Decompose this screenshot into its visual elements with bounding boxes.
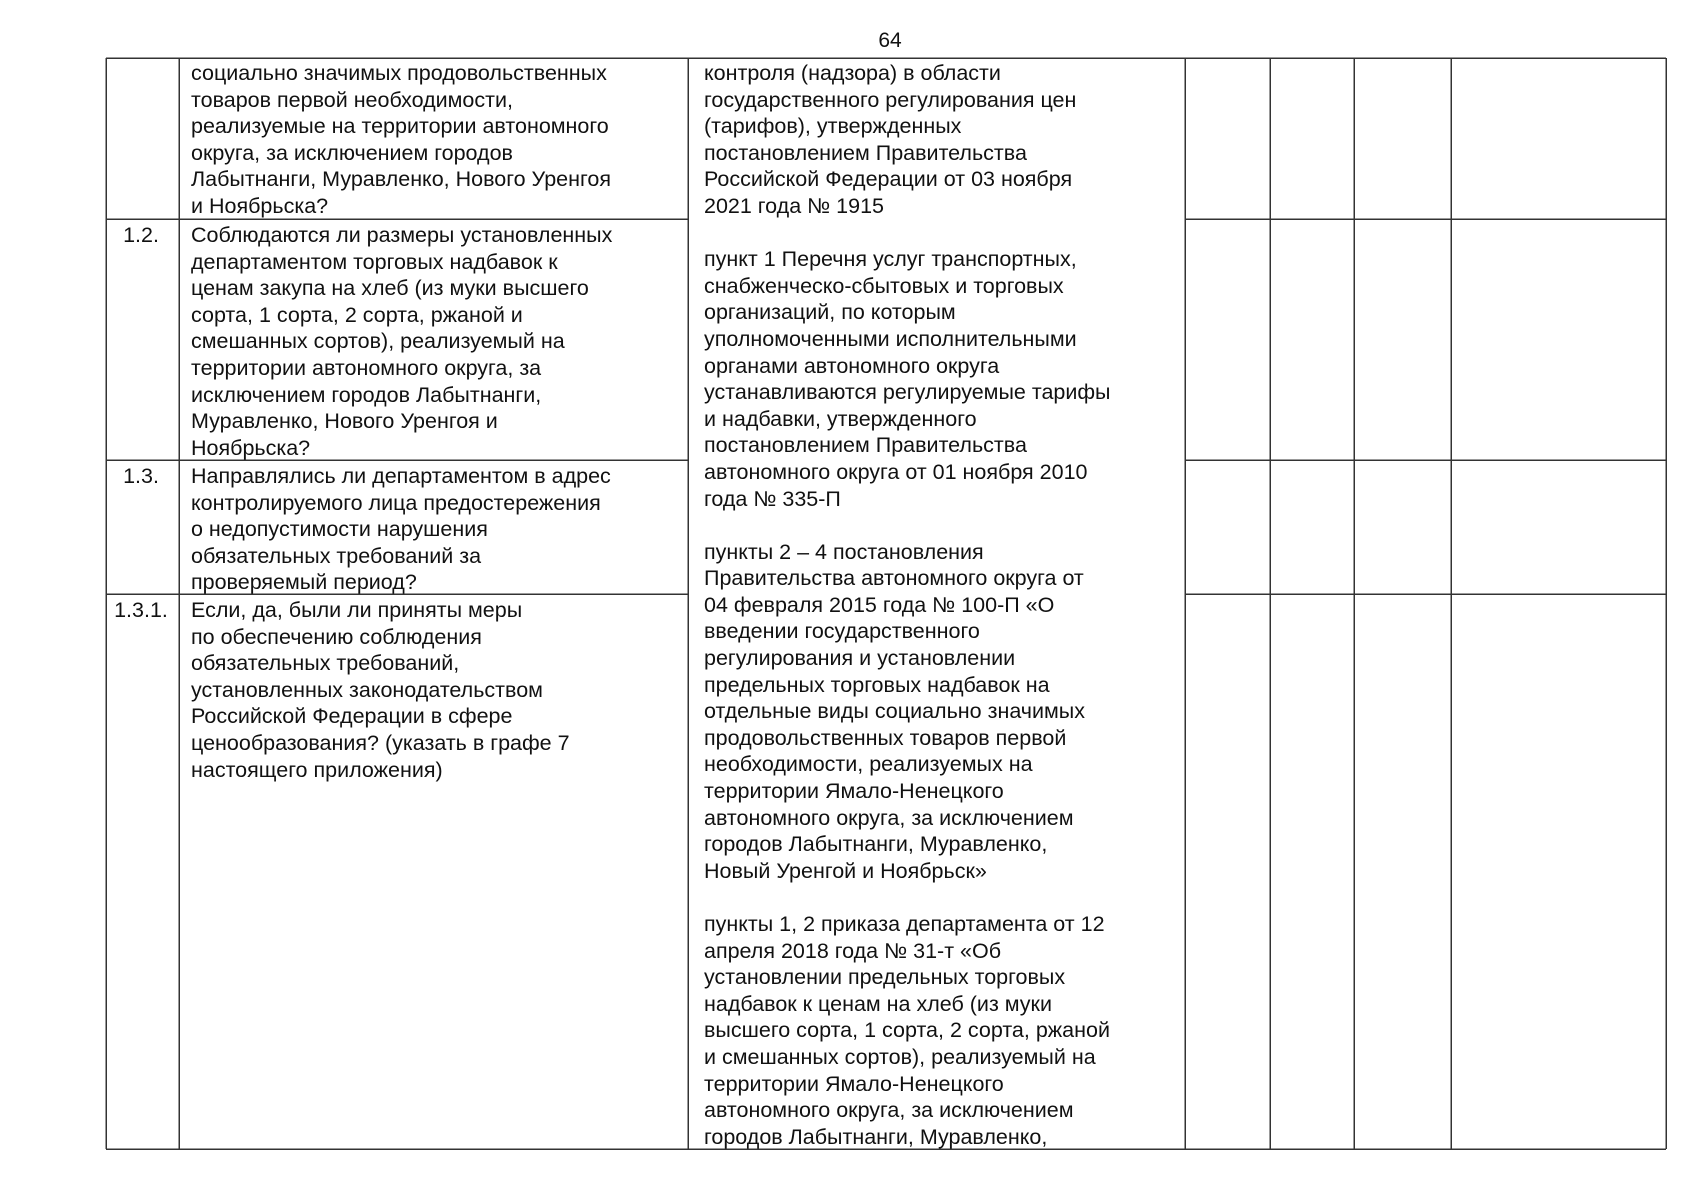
question-text: Соблюдаются ли размеры установленных департаментом торговых надбавок к ценам закупа на хлеб (из муки высшего сорта, 1 сорта, 2 сорта, ржаной и смешанных сортов), реализуемый на территории автономного округа, за исключением городов Лабытнанги, Муравленко, Нового Уренгоя и Ноябрьска? [191, 223, 613, 460]
legal-reference: пункты 1, 2 приказа департамента от 12 апреля 2018 года № 31-т «Об установлении предельных торговых надбавок к ценам на хлеб (из муки высшего сорта, 1 сорта, 2 сорта, ржаной и смешанных сортов), реализуемый на территории Ямало-Ненецкого автономного округа, за исключением городов Лабытнанги, Муравленко, [704, 912, 1110, 1149]
legal-reference: контроля (надзора) в области государственного регулирования цен (тарифов), утвержденных постановлением Правительства Российской Федерации от 03 ноября 2021 года № 1915 [704, 61, 1077, 218]
question-text: Направлялись ли департаментом в адрес контролируемого лица предостережения о недопустимости нарушения обязательных требований за проверяемый период? [191, 464, 611, 595]
legal-reference: пункты 2 – 4 постановления Правительства автономного округа от 04 февраля 2015 года № 100-П «О введении государственного регулирования и установлении предельных торговых надбавок на отдельные виды социально значимых продовольственных товаров первой необходимости, реализуемых на территории Ямало-Ненецкого автономного округа, за исключением городов Лабытнанги, Муравленко, Новый Уренгой и Ноябрьск» [704, 539, 1086, 883]
question-text: Если, да, были ли приняты меры по обеспечению соблюдения обязательных требований, установленных законодательством Российской Федерации в сфере ценообразования? (указать в графе 7 настоящего приложения) [191, 598, 570, 782]
row-number: 1.3. [123, 464, 159, 488]
question-text: социально значимых продовольственных товаров первой необходимости, реализуемые на территории автономного округа, за исключением городов Лабытнанги, Муравленко, Нового Уренгоя и Ноябрьска? [191, 61, 611, 218]
legal-reference: пункт 1 Перечня услуг транспортных, снабженческо-сбытовых и торговых организаций, по которым уполномоченными исполнительными органами автономного округа устанавливаются регулируемые тарифы и надбавки, утвержденного постановлением Правительства автономного округа от 01 ноября 2010 года № 335-П [704, 247, 1111, 511]
row-number: 1.2. [123, 223, 159, 247]
row-number: 1.3.1. [114, 598, 168, 622]
legal-basis [704, 60, 1111, 1150]
page-number: 64 [878, 29, 902, 52]
